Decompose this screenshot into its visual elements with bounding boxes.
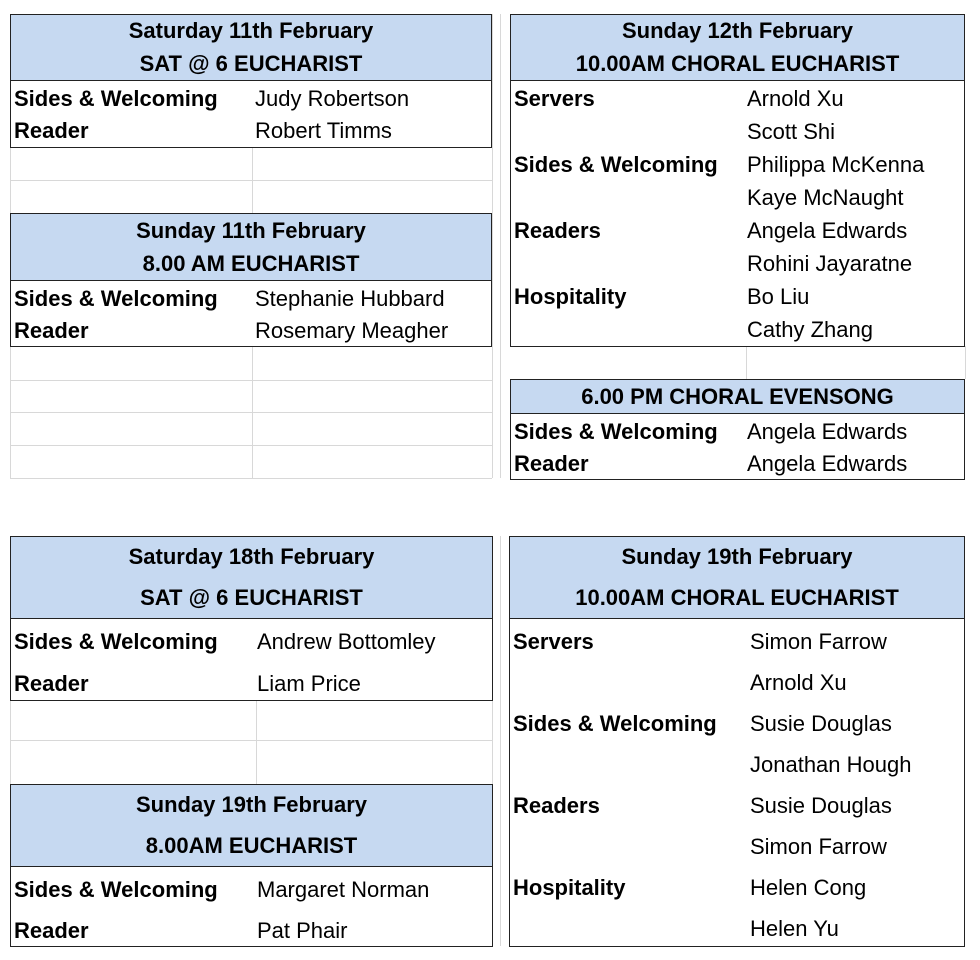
volunteer-name: Kaye McNaught [747, 185, 904, 210]
role-label: Servers [513, 629, 594, 654]
volunteer-name: Angela Edwards [747, 218, 908, 243]
service-block-sun-12-main [510, 14, 965, 347]
service-block-sat-18 [10, 536, 493, 701]
role-label: Readers [513, 793, 600, 818]
volunteer-name: Margaret Norman [257, 877, 430, 902]
volunteer-name: Robert Timms [255, 118, 392, 143]
service-header [511, 15, 964, 81]
volunteer-name: Jonathan Hough [750, 752, 912, 777]
volunteer-name: Stephanie Hubbard [255, 286, 445, 311]
role-label: Hospitality [514, 284, 627, 309]
role-label: Sides & Welcoming [14, 86, 218, 111]
volunteer-name: Cathy Zhang [747, 317, 873, 342]
service-block-sun-11-early [10, 213, 492, 347]
role-label: Servers [514, 86, 595, 111]
volunteer-name: Scott Shi [747, 119, 836, 144]
service-header [510, 537, 964, 619]
volunteer-name: Rosemary Meagher [255, 318, 449, 343]
role-label: Reader [14, 118, 89, 143]
service-block-sun-19-main [509, 536, 965, 947]
volunteer-name: Susie Douglas [750, 711, 892, 736]
role-label: Sides & Welcoming [14, 877, 218, 902]
service-block-sun-19-early [10, 784, 493, 947]
service-name: 8.00 AM EUCHARIST [142, 250, 360, 276]
volunteer-name: Arnold Xu [747, 86, 844, 111]
volunteer-name: Andrew Bottomley [257, 629, 436, 654]
volunteer-name: Simon Farrow [750, 834, 887, 859]
service-name: 6.00 PM CHORAL EVENSONG [581, 383, 894, 409]
role-label: Sides & Welcoming [14, 286, 218, 311]
volunteer-name: Bo Liu [747, 284, 810, 309]
role-label: Sides & Welcoming [514, 152, 718, 177]
volunteer-name: Helen Cong [750, 875, 867, 900]
service-header [11, 214, 491, 281]
service-date: Sunday 11th February [136, 217, 366, 243]
role-label: Sides & Welcoming [513, 711, 717, 736]
role-label: Reader [14, 318, 89, 343]
service-name: 10.00AM CHORAL EUCHARIST [575, 50, 900, 76]
role-label: Reader [514, 451, 589, 476]
role-label: Sides & Welcoming [14, 629, 218, 654]
service-date: Saturday 18th February [128, 544, 375, 570]
service-name: 10.00AM CHORAL EUCHARIST [575, 584, 899, 610]
volunteer-name: Simon Farrow [750, 629, 887, 654]
volunteer-name: Susie Douglas [750, 793, 892, 818]
role-label: Readers [514, 218, 601, 243]
service-name: SAT @ 6 EUCHARIST [139, 50, 363, 76]
service-block-sat-11 [10, 14, 492, 148]
volunteer-name: Liam Price [257, 671, 361, 696]
service-name: 8.00AM EUCHARIST [145, 832, 358, 858]
volunteer-name: Pat Phair [257, 918, 348, 943]
service-date: Sunday 12th February [621, 18, 854, 44]
service-header [511, 380, 964, 414]
role-label: Hospitality [513, 875, 626, 900]
service-date: Sunday 19th February [621, 544, 853, 570]
role-label: Reader [14, 918, 89, 943]
service-block-evensong [510, 379, 965, 480]
service-date: Sunday 19th February [135, 792, 368, 818]
volunteer-name: Rohini Jayaratne [747, 251, 913, 276]
volunteer-name: Helen Yu [750, 916, 839, 941]
service-header [11, 537, 492, 619]
service-header [11, 15, 491, 81]
volunteer-name: Judy Robertson [255, 86, 410, 111]
volunteer-name: Arnold Xu [750, 670, 847, 695]
volunteer-name: Angela Edwards [747, 419, 908, 444]
role-label: Sides & Welcoming [514, 419, 718, 444]
service-name: SAT @ 6 EUCHARIST [140, 584, 363, 610]
service-header [11, 785, 492, 867]
volunteer-name: Philippa McKenna [747, 152, 925, 177]
volunteer-name: Angela Edwards [747, 451, 908, 476]
service-date: Saturday 11th February [128, 18, 374, 44]
role-label: Reader [14, 671, 89, 696]
